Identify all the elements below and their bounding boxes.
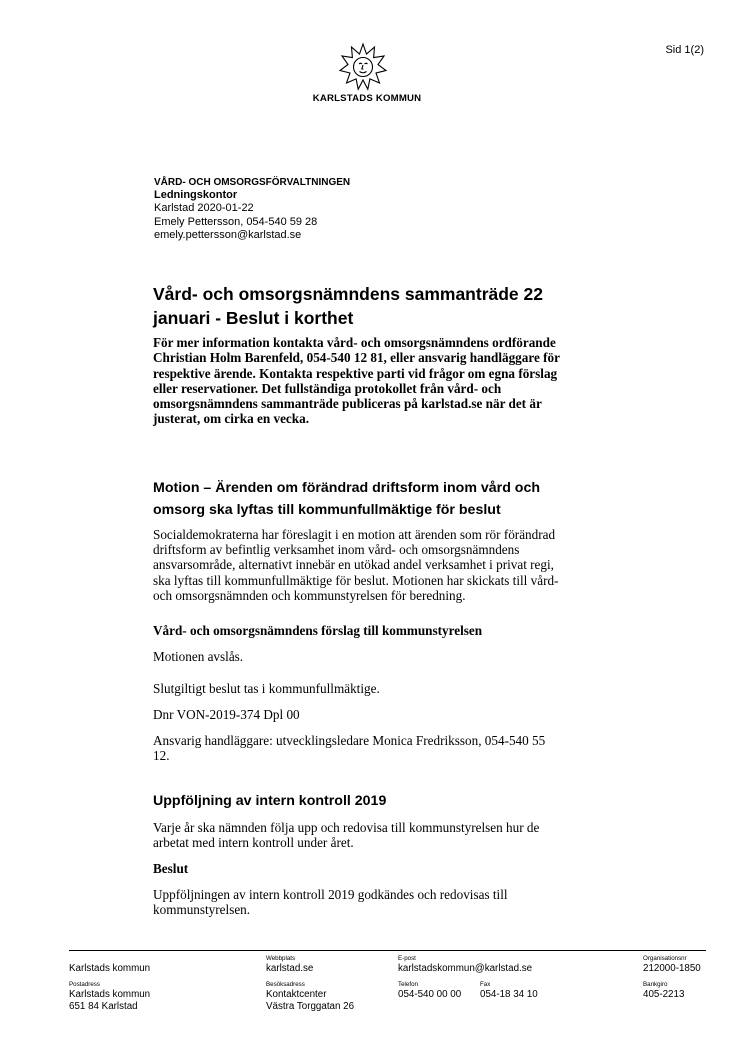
section1-heading-line: omsorg ska lyftas till kommunfullmäktige för beslut	[153, 501, 501, 518]
page-title-line: januari - Beslut i korthet	[153, 308, 354, 328]
section1-subheading: Vård- och omsorgsnämndens förslag till kommunstyrelsen	[153, 623, 483, 638]
footer-visit-line: Kontaktcenter	[266, 989, 327, 1000]
section1-final-decision: Slutgiltigt beslut tas i kommunfullmäktige.	[153, 681, 380, 696]
footer-name: Karlstads kommun	[69, 963, 151, 974]
intro-line: omsorgsnämndens sammanträde publiceras på karlstad.se när det är	[153, 396, 542, 412]
footer-bankgiro-label: Bankgiro	[643, 981, 668, 988]
section1-heading	[153, 478, 625, 521]
footer-phone-label: Telefon	[398, 981, 418, 988]
section1-heading-line: Motion – Ärenden om förändrad driftsform inom vård och	[153, 480, 541, 496]
section2-decision-line: Uppföljningen av intern kontroll 2019 godkändes och redovisas till	[153, 887, 508, 902]
intro-line: justerat, om cirka en vecka.	[153, 411, 310, 427]
sender-office: Ledningskontor	[154, 189, 238, 202]
footer-phone-value: 054-540 00 00	[398, 989, 462, 1000]
footer-visit-line: Västra Torggatan 26	[266, 1001, 355, 1012]
section1-handler	[153, 733, 623, 763]
section1-handler-line: 12.	[153, 748, 170, 764]
sender-block	[154, 176, 350, 242]
intro-line: Christian Holm Barenfeld, 054-540 12 81, eller ansvarig handläggare för	[153, 350, 560, 366]
footer-web-link[interactable]: karlstad.se	[266, 963, 314, 974]
sender-contact: Emely Pettersson, 054-540 59 28	[154, 215, 318, 228]
sun-emblem-icon	[338, 42, 388, 92]
intro-paragraph	[153, 335, 625, 427]
footer-bankgiro-value: 405-2213	[643, 989, 685, 1000]
section1-body-line: och omsorgsnämnden och kommunstyrelsen för beredning.	[153, 587, 466, 603]
footer-postal-line: 651 84 Karlstad	[69, 1001, 138, 1012]
section1-body-line: Socialdemokraterna har föreslagit i en motion att ärenden som rör förändrad	[153, 527, 556, 542]
section1-body	[153, 527, 628, 603]
sender-department: VÅRD- OCH OMSORGSFÖRVALTNINGEN	[154, 177, 351, 188]
footer-web-label: Webbplats	[266, 955, 296, 962]
footer-postal-label: Postadress	[69, 981, 100, 988]
page-number: Sid 1(2)	[665, 44, 704, 56]
footer-divider	[69, 950, 706, 951]
section2-body-line: Varje år ska nämnden följa upp och redovisa till kommunstyrelsen hur de	[153, 820, 540, 835]
footer-email-link[interactable]: karlstadskommun@karlstad.se	[398, 963, 533, 974]
footer-postal-line: Karlstads kommun	[69, 989, 151, 1000]
footer-orgnr-value: 212000-1850	[643, 963, 701, 974]
section2-decision	[153, 887, 623, 917]
section2-decision-line: kommunstyrelsen.	[153, 902, 251, 918]
section1-proposal: Motionen avslås.	[153, 649, 244, 664]
section2-body	[153, 820, 623, 850]
section1-body-line: driftsform av befintlig verksamhet inom vård- och omsorgsnämndens	[153, 542, 520, 558]
section1-body-line: ska lyftas till kommunfullmäktige för beslut. Motionen har skickats till vård-	[153, 572, 559, 588]
section1-dnr: Dnr VON-2019-374 Dpl 00	[153, 707, 300, 722]
org-name: KARLSTADS KOMMUN	[312, 93, 422, 104]
section2-body-line: arbetat med intern kontroll under året.	[153, 835, 354, 851]
intro-line: eller reservationer. Det fullständiga protokollet från vård- och	[153, 380, 502, 396]
footer-email-label: E-post	[398, 955, 416, 962]
section2-subheading: Beslut	[153, 861, 189, 876]
intro-line: respektive ärende. Kontakta respektive parti vid frågor om egna förslag	[153, 365, 558, 381]
section1-body-line: ansvarsområde, alternativt innebär en utökad andel verksamhet i privat regi,	[153, 557, 554, 573]
section2-heading: Uppföljning av intern kontroll 2019	[153, 793, 387, 809]
sender-place-date: Karlstad 2020-01-22	[154, 202, 254, 215]
intro-line: För mer information kontakta vård- och omsorgsnämndens ordförande	[153, 335, 556, 350]
footer-fax-label: Fax	[480, 981, 491, 988]
section1-handler-line: Ansvarig handläggare: utvecklingsledare Monica Fredriksson, 054-540 55	[153, 733, 546, 748]
footer-fax-value: 054-18 34 10	[480, 989, 538, 1000]
footer-visit-label: Besöksadress	[266, 981, 305, 988]
sender-email: emely.pettersson@karlstad.se	[154, 228, 302, 241]
page-title-line: Vård- och omsorgsnämndens sammanträde 22	[153, 284, 543, 304]
page-title	[153, 282, 623, 330]
footer-orgnr-label: Organisationsnr	[643, 955, 687, 962]
